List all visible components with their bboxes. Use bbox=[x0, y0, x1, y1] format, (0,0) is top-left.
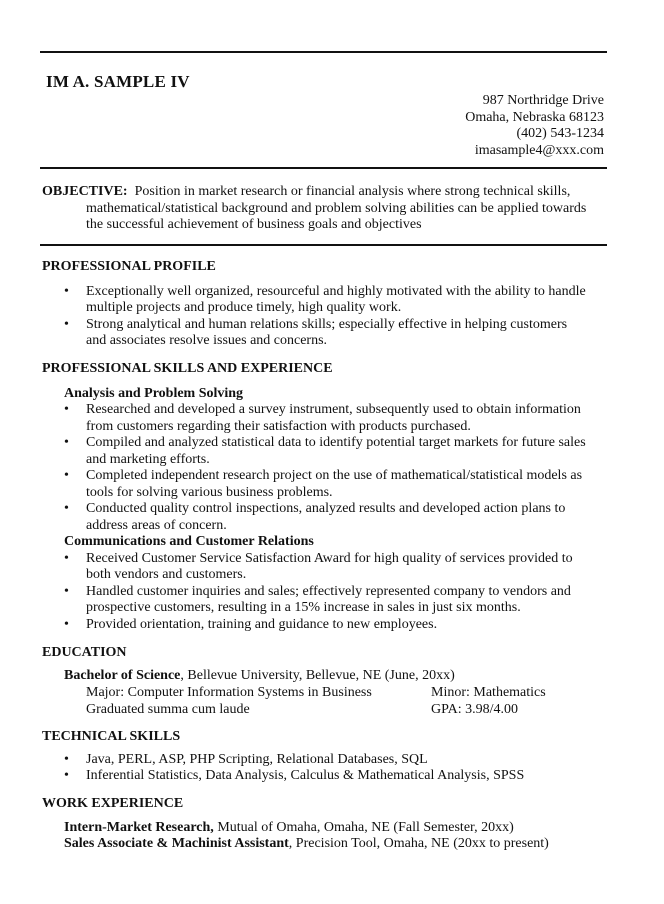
technical-heading: TECHNICAL SKILLS bbox=[42, 729, 181, 744]
subheading-communications: Communications and Customer Relations bbox=[64, 534, 314, 549]
email: imasample4@xxx.com bbox=[474, 142, 604, 158]
job-2-details: , Precision Tool, Omaha, NE (20xx to present) bbox=[288, 836, 549, 851]
header-rule bbox=[40, 167, 607, 169]
profile-section bbox=[42, 259, 612, 350]
major: Major: Computer Information Systems in Business bbox=[86, 685, 372, 700]
list-item: • Researched and developed a survey instrument, subsequently used to obtain information from customers regarding their satisfaction with products purchased. bbox=[42, 402, 612, 435]
school: , Bellevue University, Bellevue, NE (June, 20xx) bbox=[180, 667, 455, 683]
degree-line bbox=[42, 668, 612, 685]
education-heading: EDUCATION bbox=[42, 645, 127, 660]
job-2 bbox=[42, 836, 622, 853]
list-item: • Conducted quality control inspections, analyzed results and developed action plans to address areas of concern. bbox=[42, 501, 612, 534]
work-section bbox=[42, 796, 622, 853]
list-item: • Provided orientation, training and guidance to new employees. bbox=[42, 617, 612, 634]
objective-line-3: the successful achievement of business goals and objectives bbox=[86, 217, 422, 232]
objective-rule bbox=[40, 244, 607, 246]
list-item: • Compiled and analyzed statistical data to identify potential target markets for future sales and marketing efforts. bbox=[42, 435, 612, 468]
analysis-list bbox=[42, 402, 612, 534]
skills-heading: PROFESSIONAL SKILLS AND EXPERIENCE bbox=[42, 361, 333, 376]
job-1-details: Mutual of Omaha, Omaha, NE (Fall Semester, 20xx) bbox=[213, 819, 514, 835]
objective-line-2: mathematical/statistical background and problem solving abilities can be applied towards bbox=[86, 200, 587, 216]
profile-heading: PROFESSIONAL PROFILE bbox=[42, 259, 216, 274]
minor: Minor: Mathematics bbox=[431, 685, 546, 700]
subheading-analysis: Analysis and Problem Solving bbox=[64, 385, 244, 401]
job-1-title: Intern-Market Research, bbox=[64, 819, 214, 835]
contact-block bbox=[304, 93, 604, 159]
list-item: • Strong analytical and human relations skills; especially effective in helping customers and associates resolve issues and concerns. bbox=[42, 317, 612, 350]
work-heading: WORK EXPERIENCE bbox=[42, 796, 184, 811]
list-item: • Completed independent research project on the use of mathematical/statistical models as tools for solving various business problems. bbox=[42, 468, 612, 501]
technical-list bbox=[42, 752, 612, 785]
communications-list bbox=[42, 551, 612, 634]
gpa: GPA: 3.98/4.00 bbox=[431, 702, 519, 717]
phone: (402) 543-1234 bbox=[516, 126, 604, 141]
skills-section bbox=[42, 361, 612, 633]
profile-list bbox=[42, 284, 612, 350]
technical-section bbox=[42, 729, 612, 785]
top-rule bbox=[40, 51, 607, 53]
address-line-1: 987 Northridge Drive bbox=[482, 93, 604, 108]
list-item: • Received Customer Service Satisfaction Award for high quality of services provided to both vendors and customers. bbox=[42, 551, 612, 584]
education-section bbox=[42, 645, 612, 684]
job-1 bbox=[42, 820, 622, 837]
list-item: • Java, PERL, ASP, PHP Scripting, Relational Databases, SQL bbox=[42, 752, 612, 769]
list-item: • Exceptionally well organized, resourceful and highly motivated with the ability to handle multiple projects and produce timely, high quality work. bbox=[42, 284, 612, 317]
honors: Graduated summa cum laude bbox=[86, 702, 250, 717]
job-2-title: Sales Associate & Machinist Assistant bbox=[64, 836, 289, 851]
list-item: • Inferential Statistics, Data Analysis, Calculus & Mathematical Analysis, SPSS bbox=[42, 768, 612, 785]
address-line-2: Omaha, Nebraska 68123 bbox=[465, 109, 604, 125]
objective-section bbox=[42, 184, 607, 234]
objective-line-1: Position in market research or financial analysis where strong technical skills, bbox=[134, 184, 571, 199]
resume-name: IM A. SAMPLE IV bbox=[46, 72, 190, 91]
objective-label: OBJECTIVE: bbox=[42, 184, 128, 199]
list-item: • Handled customer inquiries and sales; effectively represented company to vendors and prospective customers, resulting in a 15% increase in sales in just six months. bbox=[42, 584, 612, 617]
degree: Bachelor of Science bbox=[64, 667, 181, 683]
